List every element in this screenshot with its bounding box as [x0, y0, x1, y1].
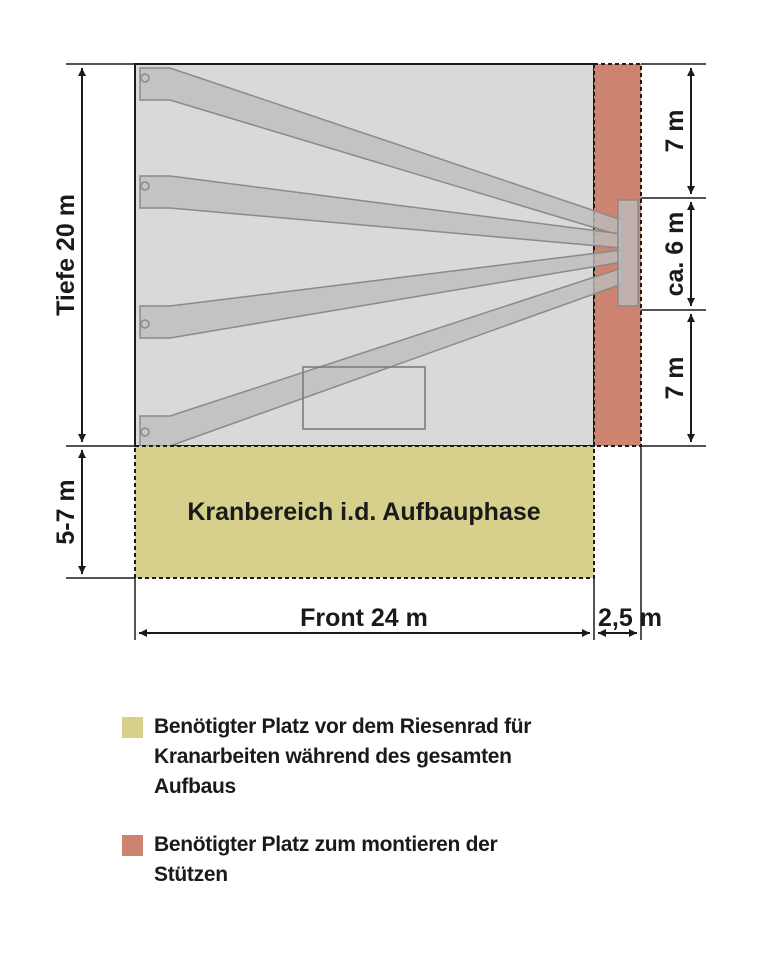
- segment-bottom-label: 7 m: [661, 356, 689, 400]
- ferris-wheel-area: [135, 64, 594, 446]
- segment-middle-label: ca. 6 m: [661, 211, 689, 297]
- strip-width-label: 2,5 m: [598, 604, 662, 632]
- support-strip-swatch: [122, 835, 143, 856]
- crane-zone-swatch: [122, 717, 143, 738]
- wheel-hub: [618, 200, 638, 306]
- legend-supports-text: Benötigter Platz zum montieren der Stützen: [154, 833, 498, 886]
- legend-crane-text: Benötigter Platz vor dem Riesenrad für Kranarbeiten während des gesamten Aufbaus: [154, 715, 532, 798]
- crane-zone-label: Kranbereich i.d. Aufbauphase: [187, 498, 541, 526]
- segment-top-label: 7 m: [661, 109, 689, 153]
- depth-label: Tiefe 20 m: [52, 194, 80, 316]
- front-label: Front 24 m: [300, 604, 428, 632]
- crane-depth-label: 5-7 m: [52, 479, 80, 545]
